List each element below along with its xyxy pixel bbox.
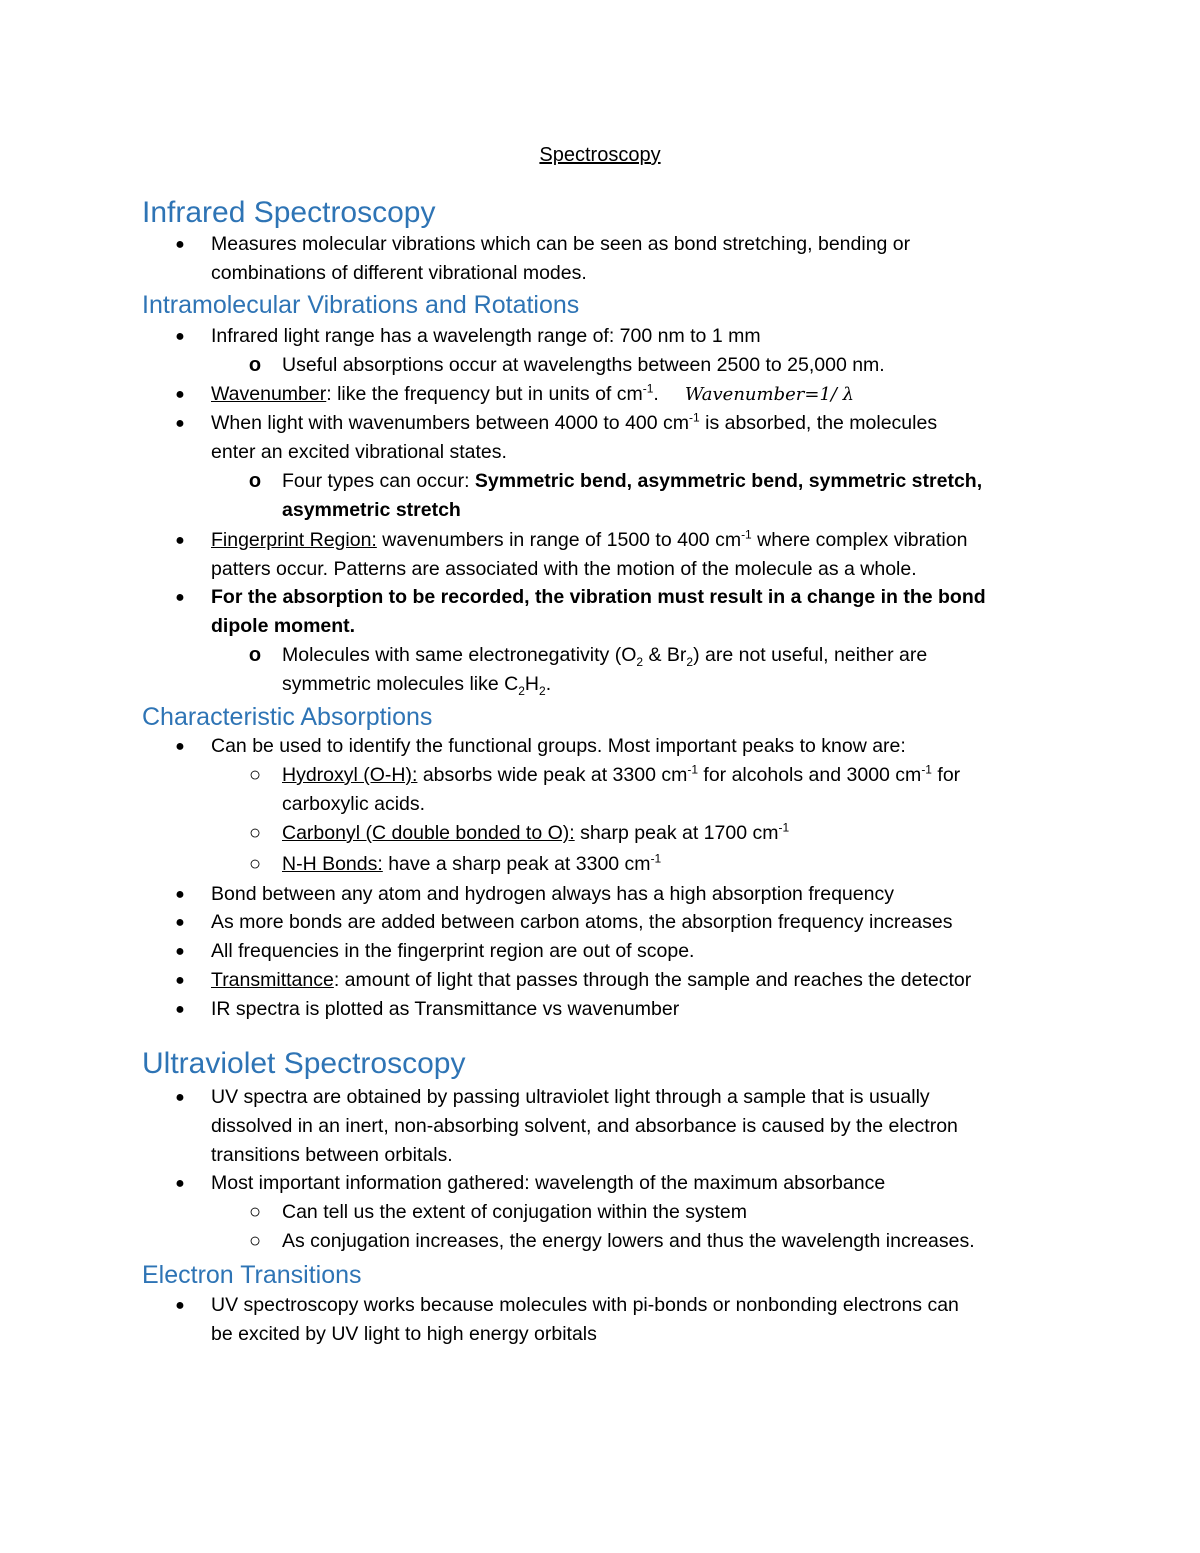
text: for xyxy=(931,764,961,786)
text: wavenumbers in range of 1500 to 400 cm xyxy=(376,529,742,551)
term-transmittance: Transmittance xyxy=(211,969,334,991)
list-item: Infrared light range has a wavelength range of: 700 nm to 1 mm xyxy=(211,325,761,347)
list-item: As more bonds are added between carbon atoms, the absorption frequency increases xyxy=(211,911,953,933)
text: is absorbed, the molecules xyxy=(699,412,938,434)
subscript: 2 xyxy=(539,683,546,698)
bullet-marker: ● xyxy=(175,589,185,606)
list-item: Bond between any atom and hydrogen always has a high absorption frequency xyxy=(211,883,894,905)
term-carbonyl: Carbonyl (C double bonded to O): xyxy=(282,822,575,844)
text: Molecules with same electronegativity (O xyxy=(282,644,637,666)
sub-bullet-marker: o xyxy=(248,644,262,666)
bullet-marker: ● xyxy=(175,738,185,755)
text: : amount of light that passes through the sample and reaches the detector xyxy=(333,969,972,991)
sub-list-item-hydroxyl xyxy=(282,761,960,790)
bullet-marker: ● xyxy=(175,386,185,403)
document-title: Spectroscopy xyxy=(539,144,661,166)
sub-bullet-marker: ○ xyxy=(248,1201,262,1223)
text: ) are not useful, neither are xyxy=(693,644,928,666)
bullet-marker: ● xyxy=(175,1001,185,1018)
text: H xyxy=(524,673,539,695)
list-item: IR spectra is plotted as Transmittance vs wavenumber xyxy=(211,998,680,1020)
sub-list-item-carbonyl xyxy=(282,819,789,848)
heading-ultraviolet-spectroscopy: Ultraviolet Spectroscopy xyxy=(142,1047,466,1080)
bullet-marker: ● xyxy=(175,972,185,989)
wavenumber-formula: Wavenumber=1/ λ xyxy=(684,384,855,405)
text: where complex vibration xyxy=(751,529,968,551)
text: absorbs wide peak at 3300 cm xyxy=(417,764,688,786)
list-item-continuation: patters occur. Patterns are associated with the motion of the molecule as a whole. xyxy=(211,558,917,580)
text: have a sharp peak at 3300 cm xyxy=(382,853,651,875)
bullet-marker: ● xyxy=(175,1297,185,1314)
text: : like the frequency but in units of cm xyxy=(326,383,643,405)
text: Four types can occur: xyxy=(282,470,475,492)
list-item-transmittance xyxy=(211,966,971,995)
list-item xyxy=(211,409,937,438)
superscript: -1 xyxy=(921,762,932,777)
term-hydroxyl: Hydroxyl (O-H): xyxy=(282,764,418,786)
text: . xyxy=(653,383,659,405)
sub-list-item: As conjugation increases, the energy lowers and thus the wavelength increases. xyxy=(282,1230,975,1252)
list-item: All frequencies in the fingerprint region are out of scope. xyxy=(211,940,695,962)
list-item-continuation: enter an excited vibrational states. xyxy=(211,441,507,463)
heading-intramolecular-vibrations: Intramolecular Vibrations and Rotations xyxy=(142,291,580,319)
bullet-marker: ● xyxy=(175,415,185,432)
list-item: Can be used to identify the functional groups. Most important peaks to know are: xyxy=(211,735,906,757)
sub-list-item xyxy=(282,641,927,670)
sub-list-item-nh-bonds xyxy=(282,850,661,879)
sub-list-item: Can tell us the extent of conjugation within the system xyxy=(282,1201,748,1223)
list-item-continuation: be excited by UV light to high energy orbitals xyxy=(211,1323,597,1345)
sub-list-item-continuation: asymmetric stretch xyxy=(282,499,461,521)
list-item: UV spectroscopy works because molecules with pi-bonds or nonbonding electrons can xyxy=(211,1294,959,1316)
superscript: -1 xyxy=(642,381,654,396)
heading-infrared-spectroscopy: Infrared Spectroscopy xyxy=(142,196,436,229)
sub-list-item xyxy=(282,467,982,496)
subscript: 2 xyxy=(518,683,525,698)
list-item-continuation: dissolved in an inert, non-absorbing solvent, and absorbance is caused by the electron xyxy=(211,1115,958,1137)
superscript: -1 xyxy=(689,410,700,425)
bullet-marker: ● xyxy=(175,328,185,345)
sub-list-item: Useful absorptions occur at wavelengths between 2500 to 25,000 nm. xyxy=(282,354,885,376)
bullet-marker: ● xyxy=(175,886,185,903)
sub-bullet-marker: o xyxy=(248,470,262,492)
text: When light with wavenumbers between 4000 to 400 cm xyxy=(211,412,690,434)
sub-bullet-marker: ○ xyxy=(248,764,262,786)
list-item-continuation: dipole moment. xyxy=(211,615,356,637)
superscript: -1 xyxy=(741,527,752,542)
sub-list-item-continuation xyxy=(282,670,551,699)
superscript: -1 xyxy=(778,820,790,835)
list-item-continuation: combinations of different vibrational modes. xyxy=(211,262,587,284)
list-item-continuation: transitions between orbitals. xyxy=(211,1144,453,1166)
sub-bullet-marker: ○ xyxy=(248,822,262,844)
sub-bullet-marker: ○ xyxy=(248,853,262,875)
list-item: UV spectra are obtained by passing ultraviolet light through a sample that is usually xyxy=(211,1086,930,1108)
superscript: -1 xyxy=(687,762,698,777)
heading-characteristic-absorptions: Characteristic Absorptions xyxy=(142,703,433,731)
list-item-bold: For the absorption to be recorded, the vibration must result in a change in the bond xyxy=(211,586,986,608)
text: & Br xyxy=(643,644,687,666)
subscript: 2 xyxy=(636,654,644,669)
list-item: Measures molecular vibrations which can be seen as bond stretching, bending or xyxy=(211,233,911,255)
list-item-wavenumber xyxy=(211,380,854,409)
text: . xyxy=(545,673,552,695)
bullet-marker: ● xyxy=(175,236,185,253)
bullet-marker: ● xyxy=(175,532,185,549)
sub-bullet-marker: o xyxy=(248,354,262,376)
heading-electron-transitions: Electron Transitions xyxy=(142,1261,362,1289)
bullet-marker: ● xyxy=(175,914,185,931)
bullet-marker: ● xyxy=(175,1175,185,1192)
term-fingerprint-region: Fingerprint Region: xyxy=(211,529,377,551)
sub-list-item-continuation: carboxylic acids. xyxy=(282,793,426,815)
sub-bullet-marker: ○ xyxy=(248,1230,262,1252)
bullet-marker: ● xyxy=(175,943,185,960)
list-item-fingerprint xyxy=(211,526,967,555)
bullet-marker: ● xyxy=(175,1089,185,1106)
text: sharp peak at 1700 cm xyxy=(574,822,779,844)
superscript: -1 xyxy=(650,851,662,866)
subscript: 2 xyxy=(686,654,694,669)
text: for alcohols and 3000 cm xyxy=(698,764,922,786)
term-nh-bonds: N-H Bonds: xyxy=(282,853,383,875)
text: symmetric molecules like C xyxy=(282,673,519,695)
list-item: Most important information gathered: wavelength of the maximum absorbance xyxy=(211,1172,886,1194)
term-wavenumber: Wavenumber xyxy=(211,383,327,405)
bold-text: Symmetric bend, asymmetric bend, symmetric stretch, xyxy=(474,470,983,492)
